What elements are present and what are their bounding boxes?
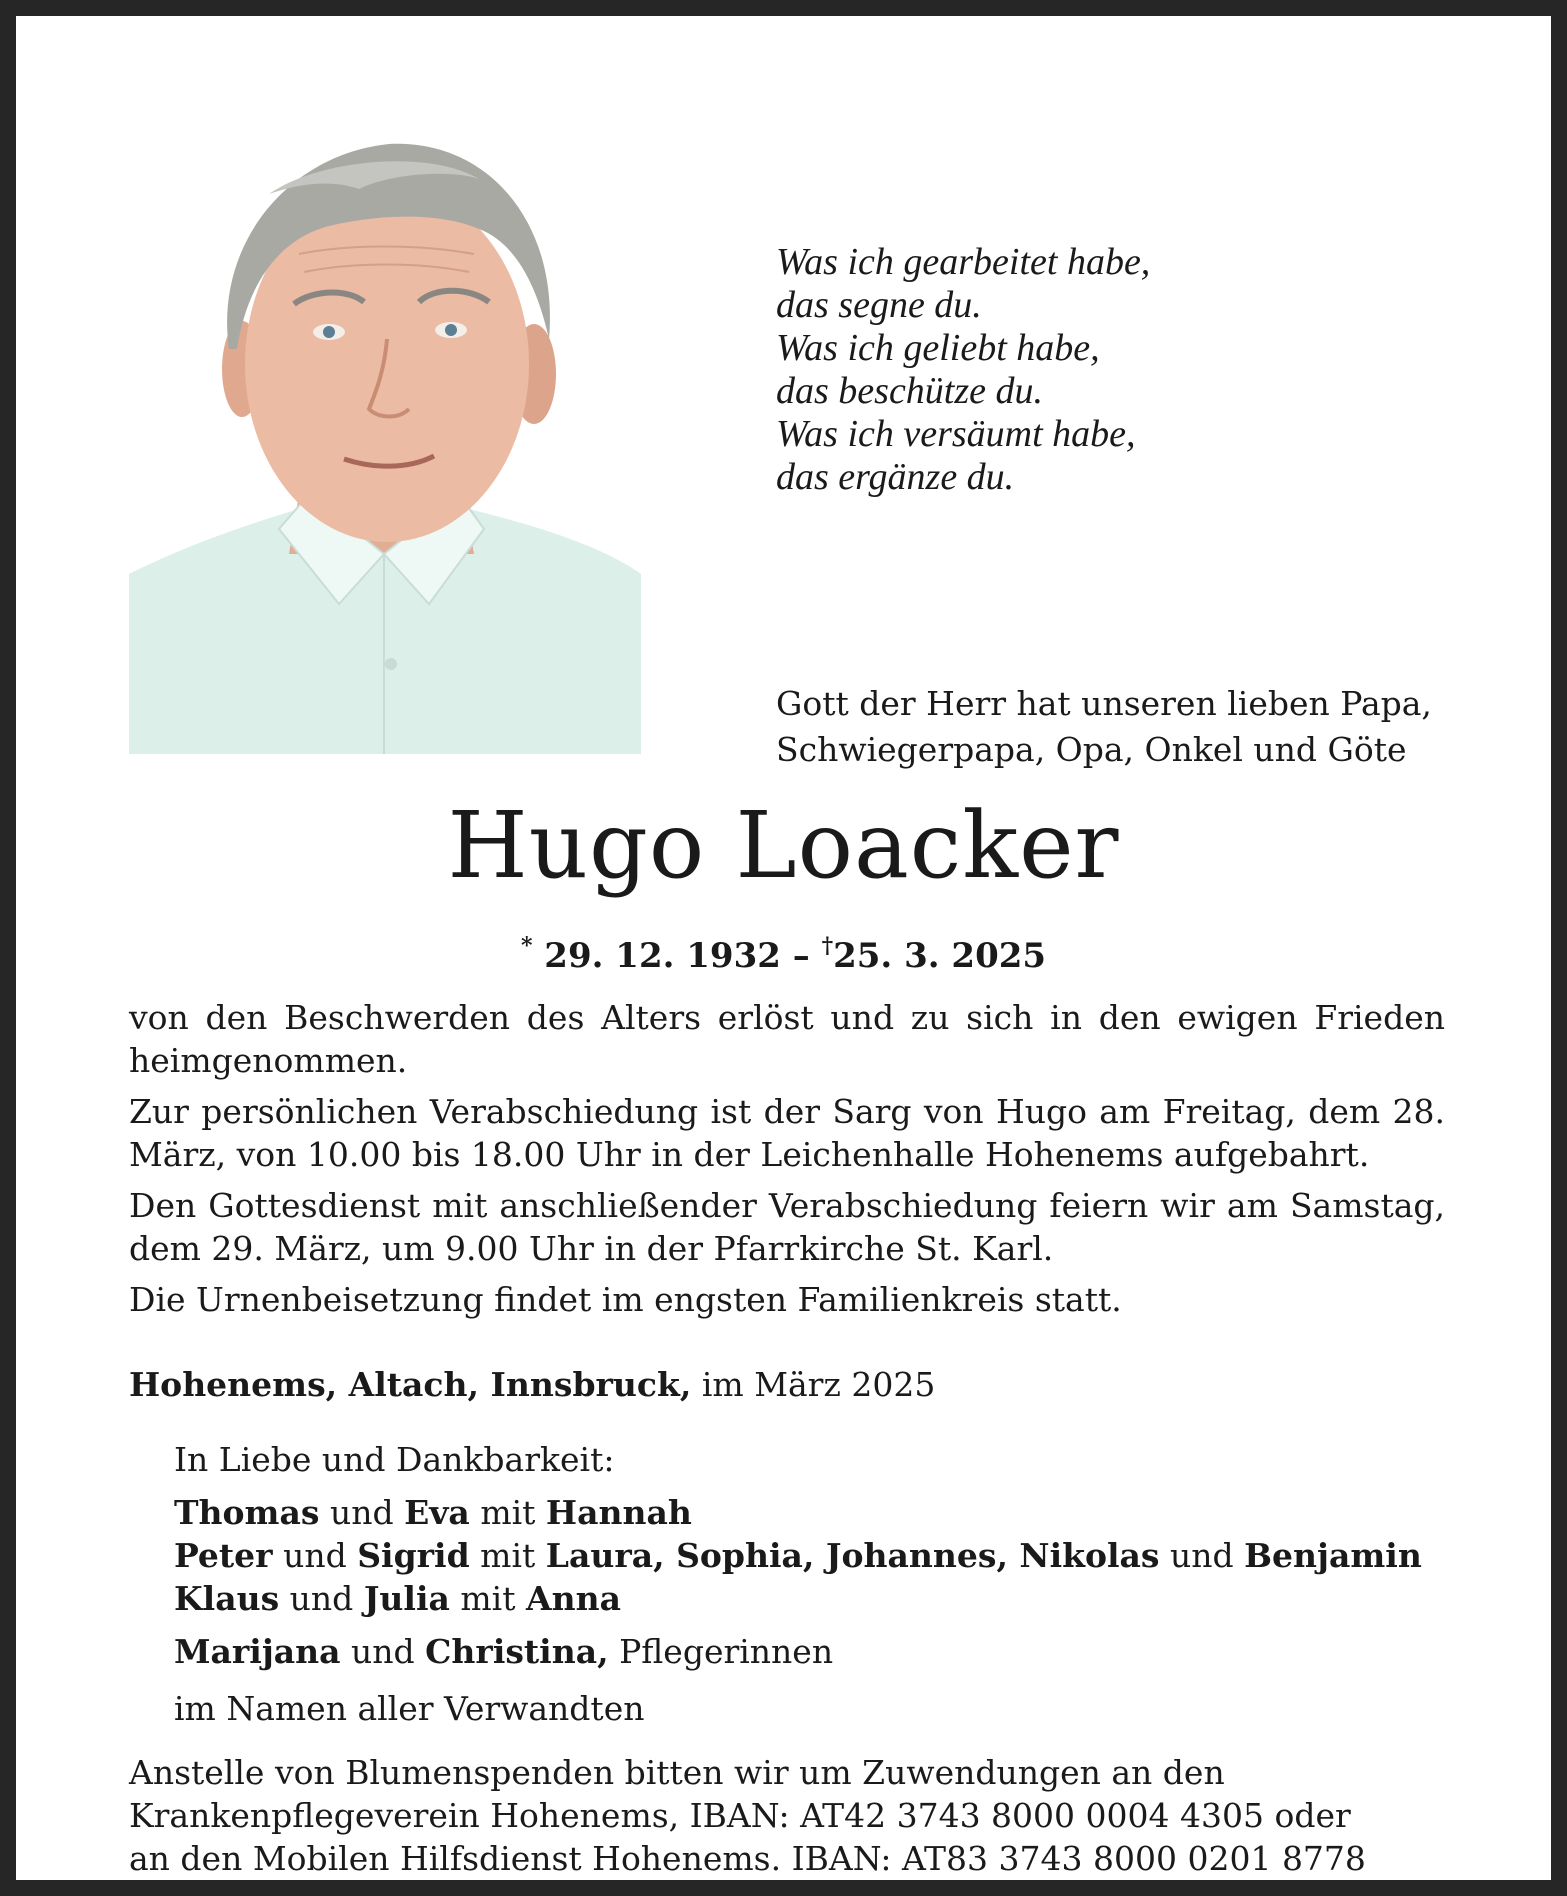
- birth-symbol: *: [520, 933, 533, 959]
- announcement-body: [129, 996, 1445, 1329]
- birth-date: 29. 12. 1932: [544, 936, 781, 976]
- verse-line: das segne du.: [776, 284, 982, 326]
- signature-block: [174, 1438, 1464, 1730]
- signature-heading: In Liebe und Dankbarkeit:: [174, 1440, 615, 1479]
- connector: und: [351, 1632, 415, 1671]
- verse-line: Was ich gearbeitet habe,: [776, 241, 1151, 283]
- family-line: [174, 1491, 1464, 1534]
- mourner-name: Marijana: [174, 1632, 341, 1671]
- connector: mit: [480, 1536, 536, 1575]
- connector: und: [329, 1493, 394, 1532]
- intro-line: Gott der Herr hat unseren lieben Papa,: [776, 684, 1432, 723]
- carers-role: Pflegerinnen: [619, 1632, 834, 1671]
- mourner-name: Peter: [174, 1536, 273, 1575]
- body-paragraph: Den Gottesdienst mit anschließender Verabschiedung feiern wir am Samstag, dem 29. März, um 9.00 Uhr in der Pfarrkirche St. Karl.: [129, 1186, 1445, 1268]
- family-line: [174, 1577, 1464, 1620]
- mourner-name: Klaus: [174, 1579, 280, 1618]
- donation-line: Krankenpflegeverein Hohenems, IBAN: AT42 3743 8000 0004 4305 oder: [129, 1796, 1351, 1835]
- body-paragraph: Die Urnenbeisetzung findet im engsten Familienkreis statt.: [129, 1280, 1122, 1319]
- verse-line: Was ich versäumt habe,: [776, 413, 1136, 455]
- connector: und: [289, 1579, 354, 1618]
- place-and-date: [129, 1364, 935, 1406]
- mourner-name: Julia: [363, 1579, 450, 1618]
- body-paragraph: von den Beschwerden des Alters erlöst und zu sich in den ewigen Frieden heimgenommen.: [129, 998, 1445, 1080]
- intro-line: Schwiegerpapa, Opa, Onkel und Göte: [776, 730, 1407, 769]
- donation-line: Anstelle von Blumenspenden bitten wir um Zuwendungen an den: [129, 1753, 1225, 1792]
- verse-line: das ergänze du.: [776, 456, 1015, 498]
- portrait-illustration: [129, 134, 641, 754]
- death-date: 25. 3. 2025: [833, 936, 1047, 976]
- connector: und: [283, 1536, 347, 1575]
- life-dates: [16, 926, 1551, 976]
- mourner-name: Sigrid: [357, 1536, 470, 1575]
- death-symbol: †: [821, 933, 834, 959]
- announcement-intro: [776, 681, 1432, 773]
- mourner-name: Hannah: [545, 1493, 692, 1532]
- donation-notice: [129, 1751, 1459, 1880]
- announcement-date: im März 2025: [701, 1365, 936, 1404]
- places: Hohenems, Altach, Innsbruck,: [129, 1365, 692, 1404]
- verse-line: das beschütze du.: [776, 370, 1044, 412]
- connector: mit: [480, 1493, 536, 1532]
- verse-block: [776, 241, 1150, 499]
- family-line: [174, 1534, 1464, 1577]
- deceased-name: Hugo Loacker: [447, 792, 1120, 899]
- mourner-name: Anna: [525, 1579, 621, 1618]
- mourner-name: Benjamin: [1244, 1536, 1422, 1575]
- connector: und: [1170, 1536, 1234, 1575]
- donation-line: an den Mobilen Hilfsdienst Hohenems. IBAN: AT83 3743 8000 0201 8778: [129, 1839, 1366, 1878]
- portrait-photo: [129, 134, 641, 754]
- carers-line: [174, 1630, 1464, 1673]
- mourner-name: Christina,: [425, 1632, 609, 1671]
- connector: mit: [460, 1579, 516, 1618]
- verse-line: Was ich geliebt habe,: [776, 327, 1100, 369]
- mourner-name: Laura, Sophia, Johannes, Nikolas: [545, 1536, 1160, 1575]
- body-paragraph: Zur persönlichen Verabschiedung ist der Sarg von Hugo am Freitag, dem 28. März, von 10.00 bis 18.00 Uhr in der Leichenhalle Hohenems aufgebahrt.: [129, 1092, 1445, 1174]
- date-separator: –: [792, 936, 810, 976]
- signature-closing: im Namen aller Verwandten: [174, 1689, 645, 1728]
- mourner-name: Thomas: [174, 1493, 320, 1532]
- mourner-name: Eva: [404, 1493, 470, 1532]
